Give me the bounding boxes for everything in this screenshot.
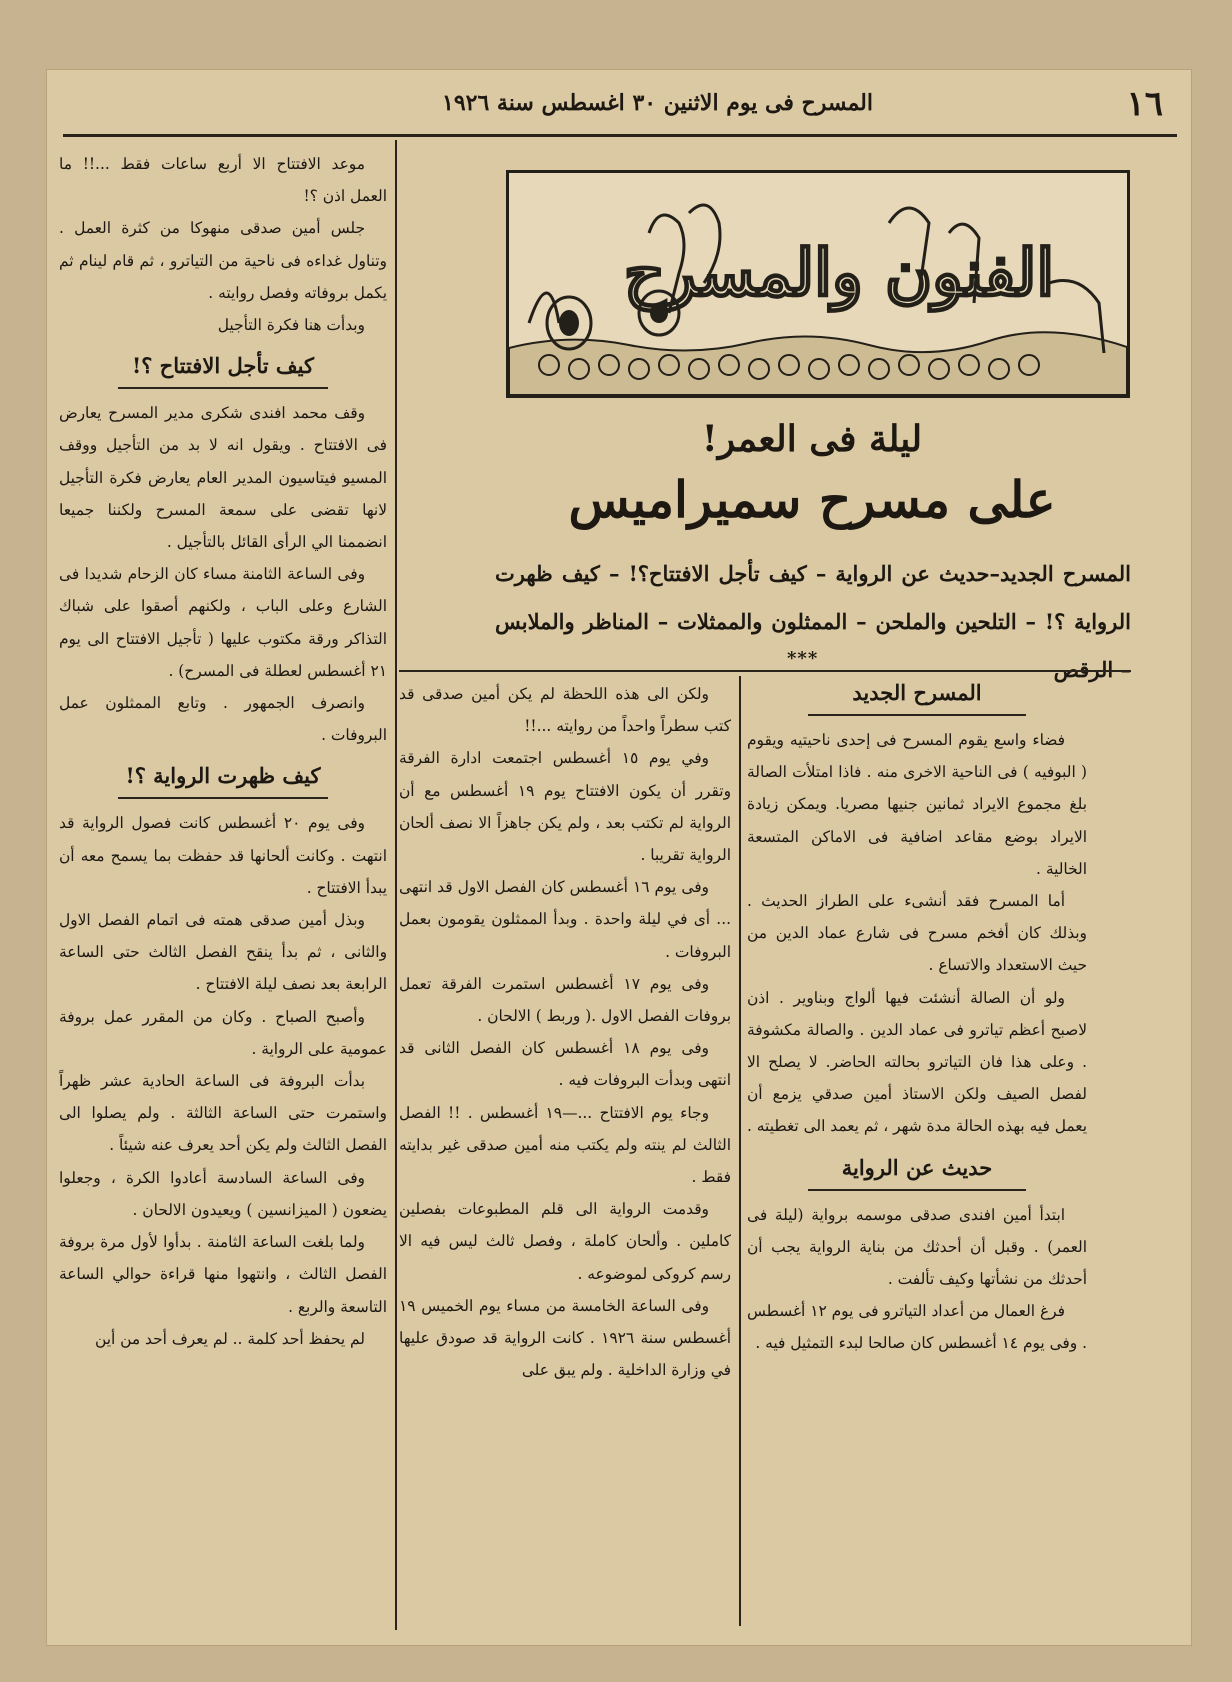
banner-lettering: الفنون والمسرح (623, 236, 1055, 311)
paragraph: فرغ العمال من أعداد التياترو فى يوم ١٢ أغسطس . وفى يوم ١٤ أغسطس كان صالحا لبدء التمثيل فيه . (747, 1302, 1087, 1353)
section-heading: المسرح الجديد (808, 678, 1026, 716)
paragraph: وبذل أمين صدقى همته فى اتمام الفصل الاول والثانى ، ثم بدأ ينقح الفصل الثالث حتى الساعة الرابعة بعد نصف ليلة الافتتاح . (59, 911, 387, 994)
paragraph: ولما بلغت الساعة الثامنة . بدأوا لأول مرة بروفة الفصل الثالث ، وانتهوا منها قراءة حوالي الساعة التاسعة والربع . (59, 1233, 387, 1316)
paragraph: وفى يوم ١٧ أغسطس استمرت الفرقة تعمل بروفات الفصل الاول .( وربط ) الالحان . (399, 974, 731, 1026)
paragraph: وفى يوم ١٦ أغسطس كان الفصل الاول قد انتهى ... أى في ليلة واحدة . وبدأ الممثلون يقومون بعمل البروفات . (399, 878, 731, 961)
paragraph: موعد الافتتاح الا أربع ساعات فقط ...!! ما العمل اذن ؟! (59, 155, 387, 206)
section-heading: حديث عن الرواية (808, 1153, 1026, 1191)
paragraph: ولو أن الصالة أنشئت فيها ألواج وبناوير . اذن لاصبح أعظم تياترو فى عماد الدين . والصالة مكشوفة . وعلى هذا فان التياترو بحالته الحاضر. لا يصلح الا لفصل الصيف ولكن الاستاذ أمين صدقي يزمع أن يعمل فيه بهذه الحالة مدة شهر ، ثم يعمد الى تغطيته . (747, 988, 1087, 1136)
paragraph: وفي يوم ١٥ أغسطس اجتمعت ادارة الفرقة وتقرر أن يكون الافتتاح يوم ١٩ أغسطس مع أن الرواية لم تكتب بعد ، ولم يكن جاهزاً الا نصف ألحان الرواية تقريبا . (399, 749, 732, 865)
section-heading: كيف تأجل الافتتاح ؟! (118, 351, 328, 389)
page-header (65, 84, 1173, 128)
paragraph: وقدمت الرواية الى قلم المطبوعات بفصلين كاملين . وألحان كاملة ، وفصل ثالث ليس فيه الا رسم كروكى لموضوعه . (399, 1200, 731, 1283)
article-deck: المسرح الجديد–حديث عن الرواية – كيف تأجل الافتتاح؟! – كيف ظهرت الرواية ؟! – التلحين والملحن – الممثلون والممثلات – المناظر والملابس – الرقص (495, 561, 1131, 682)
section-rule (399, 670, 1131, 672)
paragraph: وأصبح الصباح . وكان من المقرر عمل بروفة عمومية على الرواية . (59, 1007, 387, 1058)
newspaper-page (47, 70, 1191, 1645)
separator-stars: *** (787, 648, 819, 669)
article-kicker: ليلة فى العمر! (701, 418, 923, 460)
header-rule (63, 134, 1177, 137)
paragraph: وقف محمد افندى شكرى مدير المسرح يعارض فى الافتتاح . ويقول انه لا بد من التأجيل ووقف المسيو فيتاسيون المدير العام يعارض فكرة التأجيل لانها تقضى على سمعة المسرح ولكننا جميعا انضممنا الي الرأى القائل بالتأجيل . (59, 404, 387, 552)
paragraph: ولكن الى هذه اللحظة لم يكن أمين صدقى قد كتب سطراً واحداً من روايته ...!! (399, 685, 731, 736)
paragraph: وجاء يوم الافتتاح ...—١٩ أغسطس . !! الفصل الثالث لم ينته ولم يكتب منه أمين صدقى غير بدايته فقط . (399, 1103, 731, 1187)
column-left (59, 148, 387, 1355)
column-rule (739, 676, 741, 1626)
header-dateline: المسرح فى يوم الاثنين ٣٠ اغسطس سنة ١٩٢٦ (442, 90, 873, 116)
paragraph: وفى يوم ١٨ أغسطس كان الفصل الثانى قد انتهى وبدأت البروفات فيه . (399, 1039, 731, 1090)
article-headline: على مسرح سميراميس (568, 470, 1056, 529)
paragraph: بدأت البروفة فى الساعة الحادية عشر ظهراً واستمرت حتى الساعة الثالثة . ولم يصلوا الى الفصل الثالث ولم يكن أحد يعرف عنه شيئاً . (59, 1072, 387, 1155)
paragraph: ابتدأ أمين افندى صدقى موسمه برواية (ليلة فى العمر) . وقبل أن أحدثك من بناية الرواية يجب أن أحدثك من نشأتها وكيف تألفت . (747, 1205, 1087, 1289)
paragraph: وفى الساعة السادسة أعادوا الكرة ، وجعلوا يضعون ( الميزانسين ) ويعيدون الالحان . (59, 1168, 387, 1219)
paragraph: أما المسرح فقد أنشىء على الطراز الحديث . وبذلك كان أفخم مسرح فى شارع عماد الدين من حيث الاستعداد والاتساع . (747, 892, 1087, 975)
paragraph: لم يحفظ أحد كلمة .. لم يعرف أحد من أين (95, 1329, 365, 1348)
paragraph: وفى الساعة الثامنة مساء كان الزحام شديدا فى الشارع وعلى الباب ، ولكنهم أصقوا على شباك التذاكر ورقة مكتوب عليها ( تأجيل الافتتاح الى يوم ٢١ أغسطس لعطلة فى المسرح) . (59, 565, 387, 680)
paragraph: وانصرف الجمهور . وتابع الممثلون عمل البروفات . (59, 694, 387, 745)
page-content (47, 70, 1191, 1645)
paragraph: وبدأت هنا فكرة التأجيل (217, 316, 365, 335)
banner-drawing (509, 173, 1127, 395)
column-right (747, 678, 1087, 1360)
paragraph: وفى الساعة الخامسة من مساء يوم الخميس ١٩ أغسطس سنة ١٩٢٦ . كانت الرواية قد صودق عليها في وزارة الداخلية . ولم يبق على (399, 1296, 731, 1380)
section-heading: كيف ظهرت الرواية ؟! (118, 761, 328, 799)
paragraph: جلس أمين صدقى منهوكا من كثرة العمل . وتناول غداءه فى ناحية من التياترو ، ثم قام لينام ثم يكمل بروفاته وفصل روايته . (59, 219, 387, 302)
column-rule (395, 140, 397, 1630)
column-middle (399, 678, 731, 1386)
paragraph: وفى يوم ٢٠ أغسطس كانت فصول الرواية قد انتهت . وكانت ألحانها قد حفظت بما يسمح معه أن يبدأ الافتتاح . (59, 814, 387, 897)
paragraph: فضاء واسع يقوم المسرح فى إحدى ناحيتيه ويقوم ( البوفيه ) فى الناحية الاخرى منه . فاذا امتلأت الصالة بلغ مجموع الايراد ثمانين جنيها مصريا. ويمكن زيادة الايراد بوضع مقاعد اضافية فى الاماكن المتسعة الخالية . (747, 731, 1087, 878)
section-banner-illustration (506, 170, 1130, 398)
page-number: ١٦ (1126, 84, 1163, 124)
